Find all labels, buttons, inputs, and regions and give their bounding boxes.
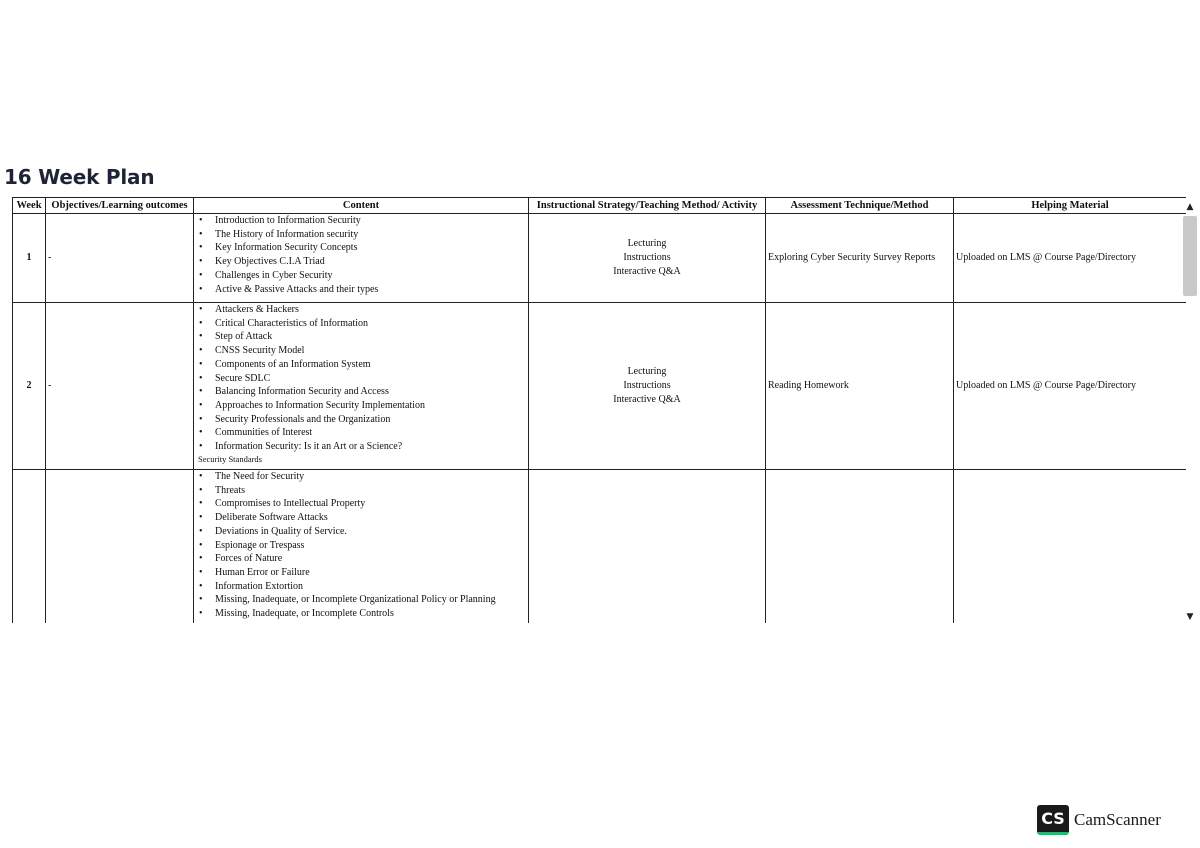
camscanner-logo-icon: CS	[1037, 805, 1069, 835]
bullet-icon: •	[199, 471, 203, 482]
topic-text: Espionage or Trespass	[215, 539, 305, 551]
camscanner-watermark	[1037, 805, 1161, 835]
bullet-icon: •	[199, 256, 203, 268]
bullet-icon: •	[199, 553, 203, 565]
bullet-icon: •	[199, 304, 203, 315]
scroll-thumb[interactable]	[1183, 216, 1197, 296]
topic-item	[196, 552, 526, 566]
table-row	[13, 214, 1187, 303]
strategy-item: Lecturing	[627, 366, 667, 378]
topic-item	[196, 484, 526, 498]
bullet-icon: •	[199, 228, 203, 240]
topic-text: Introduction to Information Security	[215, 215, 361, 226]
topic-item	[196, 303, 526, 317]
topic-item	[196, 214, 526, 228]
bullet-icon: •	[199, 441, 203, 453]
topic-text: Communities of Interest	[215, 427, 313, 439]
bullet-icon: •	[199, 484, 203, 496]
bullet-icon: •	[199, 386, 203, 398]
topic-item	[196, 497, 526, 511]
topic-item	[196, 539, 526, 553]
topic-text: Critical Characteristics of Information	[215, 317, 369, 329]
topic-item	[196, 317, 526, 331]
topic-item	[196, 372, 526, 386]
bullet-icon: •	[199, 358, 203, 370]
objectives-cell: -	[46, 214, 194, 303]
strategy-item: Interactive Q&A	[613, 393, 681, 405]
topic-item	[196, 241, 526, 255]
table-body	[13, 214, 1187, 624]
topic-text: Attackers & Hackers	[215, 304, 299, 315]
topic-list	[196, 303, 526, 454]
bullet-icon: •	[199, 242, 203, 254]
topic-text: CNSS Security Model	[215, 345, 305, 357]
topic-item	[196, 255, 526, 269]
topic-text: Threats	[215, 484, 245, 496]
strategy-cell	[529, 214, 766, 303]
topic-text: Deviations in Quality of Service.	[215, 525, 347, 537]
topic-item	[196, 426, 526, 440]
topic-text: Missing, Inadequate, or Incomplete Controls	[215, 608, 394, 620]
topic-text: Approaches to Information Security Implementation	[215, 399, 425, 411]
topic-text: Human Error or Failure	[215, 566, 310, 578]
assessment-cell	[766, 470, 954, 624]
bullet-icon: •	[199, 317, 203, 329]
header-assessment: Assessment Technique/Method	[766, 198, 954, 214]
header-content: Content	[194, 198, 529, 214]
topic-item	[196, 566, 526, 580]
topic-text: Missing, Inadequate, or Incomplete Organizational Policy or Planning	[215, 594, 496, 606]
bullet-icon: •	[199, 525, 203, 537]
topic-item	[196, 580, 526, 594]
topic-item	[196, 228, 526, 242]
topic-item	[196, 607, 526, 621]
content-cell	[194, 214, 529, 303]
helping-material-cell: Uploaded on LMS @ Course Page/Directory	[954, 303, 1187, 470]
week-cell: 2	[13, 303, 46, 470]
topic-text: Information Extortion	[215, 580, 304, 592]
bullet-icon: •	[199, 413, 203, 425]
topic-text: Components of an Information System	[215, 358, 371, 370]
topic-item	[196, 525, 526, 539]
topic-text: Deliberate Software Attacks	[215, 512, 328, 524]
scroll-down-icon[interactable]: ▼	[1186, 612, 1194, 622]
content-note: Security Standards	[198, 453, 262, 464]
week-cell	[13, 470, 46, 624]
bullet-icon: •	[199, 331, 203, 343]
scroll-up-icon[interactable]: ▲	[1186, 202, 1194, 212]
header-objectives: Objectives/Learning outcomes	[46, 198, 194, 214]
bullet-icon: •	[199, 539, 203, 551]
topic-item	[196, 470, 526, 484]
topic-item	[196, 283, 526, 297]
topic-text: Security Professionals and the Organization	[215, 413, 391, 425]
bullet-icon: •	[199, 594, 203, 606]
table-header-row	[13, 198, 1187, 214]
bullet-icon: •	[199, 512, 203, 524]
strategy-item: Lecturing	[627, 238, 667, 250]
topic-list	[196, 214, 526, 296]
topic-text: Key Information Security Concepts	[215, 242, 358, 254]
topic-text: Secure SDLC	[215, 372, 271, 384]
bullet-icon: •	[199, 608, 203, 620]
topic-text: Key Objectives C.I.A Triad	[215, 256, 325, 268]
week-plan-table-viewport[interactable]	[12, 197, 1186, 623]
bullet-icon: •	[199, 345, 203, 357]
strategy-item: Instructions	[623, 252, 671, 264]
bullet-icon: •	[199, 566, 203, 578]
topic-item	[196, 344, 526, 358]
topic-item	[196, 358, 526, 372]
topic-text: Active & Passive Attacks and their types	[215, 283, 379, 295]
topic-text: Compromises to Intellectual Property	[215, 498, 366, 510]
topic-item	[196, 593, 526, 607]
topic-text: Challenges in Cyber Security	[215, 269, 333, 281]
topic-text: Balancing Information Security and Access	[215, 386, 389, 398]
topic-text: Forces of Nature	[215, 553, 283, 565]
header-helping-material: Helping Material	[954, 198, 1187, 214]
helping-material-cell: Uploaded on LMS @ Course Page/Directory	[954, 214, 1187, 303]
objectives-cell: -	[46, 303, 194, 470]
camscanner-label: CamScanner	[1074, 810, 1161, 829]
header-strategy: Instructional Strategy/Teaching Method/ Activity	[529, 198, 766, 214]
header-week: Week	[13, 198, 46, 214]
bullet-icon: •	[199, 372, 203, 384]
topic-item	[196, 269, 526, 283]
content-cell	[194, 470, 529, 624]
topic-list	[196, 470, 526, 621]
topic-item	[196, 399, 526, 413]
helping-material-cell	[954, 470, 1187, 624]
topic-text: Step of Attack	[215, 331, 273, 343]
strategy-cell	[529, 470, 766, 624]
strategy-item: Interactive Q&A	[613, 265, 681, 277]
bullet-icon: •	[199, 498, 203, 510]
content-cell	[194, 303, 529, 470]
page-title: 16 Week Plan	[4, 165, 155, 189]
topic-text: The History of Information security	[215, 228, 359, 240]
assessment-cell: Reading Homework	[766, 303, 954, 470]
bullet-icon: •	[199, 427, 203, 439]
topic-item	[196, 440, 526, 454]
bullet-icon: •	[199, 269, 203, 281]
bullet-icon: •	[199, 580, 203, 592]
strategy-cell	[529, 303, 766, 470]
strategy-item: Instructions	[623, 380, 671, 392]
topic-item	[196, 413, 526, 427]
week-cell: 1	[13, 214, 46, 303]
topic-text: Information Security: Is it an Art or a Science?	[215, 441, 403, 453]
vertical-scrollbar[interactable]	[1181, 197, 1199, 623]
objectives-cell	[46, 470, 194, 624]
bullet-icon: •	[199, 399, 203, 411]
table-row	[13, 470, 1187, 624]
week-plan-table	[12, 197, 1186, 623]
table-row	[13, 303, 1187, 470]
topic-item	[196, 385, 526, 399]
topic-item	[196, 511, 526, 525]
bullet-icon: •	[199, 283, 203, 295]
bullet-icon: •	[199, 215, 203, 226]
assessment-cell: Exploring Cyber Security Survey Reports	[766, 214, 954, 303]
topic-item	[196, 330, 526, 344]
topic-text: The Need for Security	[215, 471, 305, 482]
